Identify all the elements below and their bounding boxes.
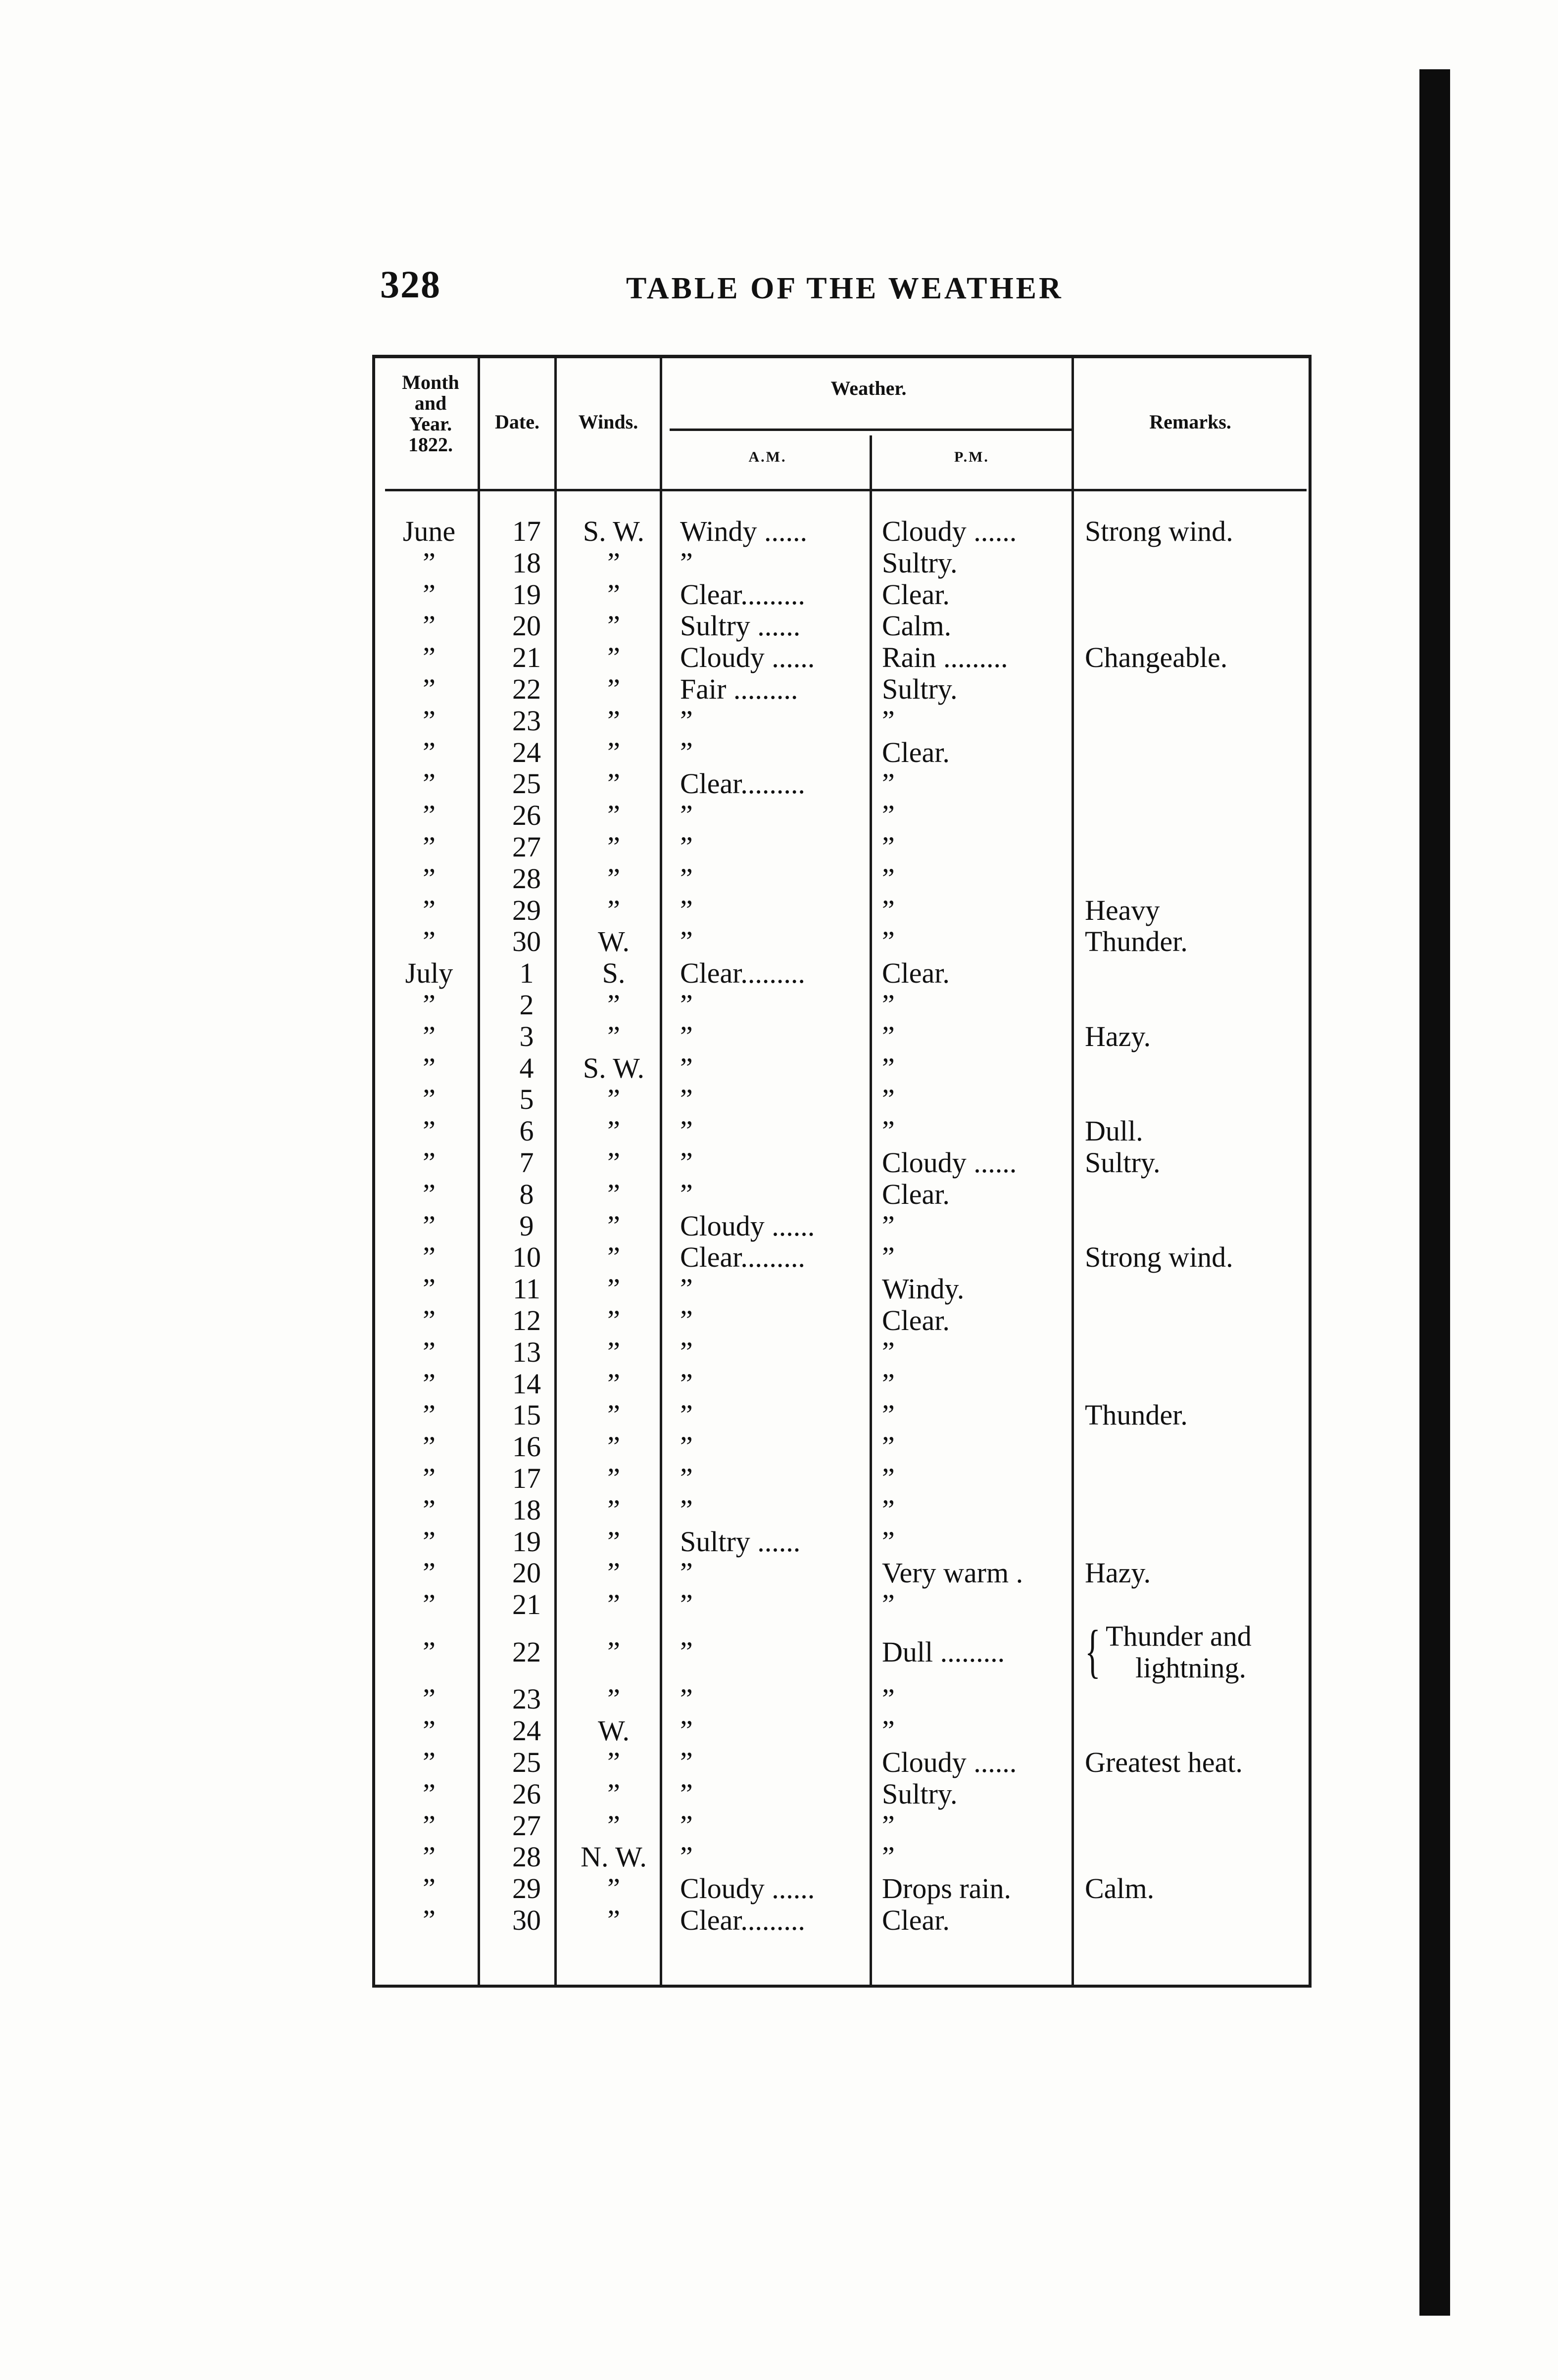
date-cell: 17 xyxy=(512,1462,541,1494)
wind-cell: ” xyxy=(607,1746,620,1779)
pm-weather-cell: ” xyxy=(882,704,895,737)
month-cell: ” xyxy=(423,1746,436,1779)
date-cell: 6 xyxy=(519,1115,534,1147)
pm-weather-cell: Dull ......... xyxy=(882,1635,1005,1668)
table-row xyxy=(377,1526,1307,1558)
pm-weather-cell: ” xyxy=(882,862,895,895)
pm-weather-cell: ” xyxy=(882,1367,895,1400)
am-weather-cell: ” xyxy=(680,1399,693,1431)
header-bottom-rule xyxy=(385,489,1307,491)
table-row xyxy=(377,737,1307,768)
am-weather-cell: Cloudy ...... xyxy=(680,1872,815,1905)
am-weather-cell: ” xyxy=(680,1809,693,1842)
pm-weather-cell: Cloudy ...... xyxy=(882,1746,1017,1779)
month-cell: ” xyxy=(423,736,436,768)
wind-cell: ” xyxy=(607,610,620,642)
remarks-cell: Greatest heat. xyxy=(1085,1746,1243,1779)
month-cell: July xyxy=(405,957,453,990)
pm-weather-cell: Clear. xyxy=(882,1904,950,1937)
wind-cell: ” xyxy=(607,1273,620,1305)
pm-weather-cell: Clear. xyxy=(882,1304,950,1336)
remarks-cell: Hazy. xyxy=(1085,1020,1151,1052)
table-row xyxy=(377,768,1307,800)
wind-cell: W. xyxy=(598,925,630,958)
wind-cell: ” xyxy=(607,1399,620,1431)
wind-cell: ” xyxy=(607,1525,620,1558)
am-weather-cell: ” xyxy=(680,546,693,579)
table-row xyxy=(377,1336,1307,1368)
am-weather-cell: ” xyxy=(680,1777,693,1810)
wind-cell: ” xyxy=(607,704,620,737)
remarks-cell: Thunder. xyxy=(1085,1399,1188,1431)
month-cell: ” xyxy=(423,1273,436,1305)
am-weather-cell: ” xyxy=(680,704,693,737)
date-cell: 19 xyxy=(512,1525,541,1558)
table-row xyxy=(377,1904,1307,1936)
wind-cell: ” xyxy=(607,578,620,611)
date-cell: 18 xyxy=(512,1493,541,1526)
am-weather-cell: ” xyxy=(680,1273,693,1305)
month-cell: ” xyxy=(423,546,436,579)
column-header-am: A.M. xyxy=(748,449,787,465)
pm-weather-cell: ” xyxy=(882,1493,895,1526)
month-cell: ” xyxy=(423,1635,436,1668)
am-weather-cell: ” xyxy=(680,1493,693,1526)
month-cell: ” xyxy=(423,1462,436,1494)
pm-weather-cell: ” xyxy=(882,830,895,863)
remarks-cell: Thunder. xyxy=(1085,925,1188,958)
pm-weather-cell: Very warm . xyxy=(882,1557,1023,1589)
curly-brace: { xyxy=(1085,1618,1101,1684)
pm-weather-cell: ” xyxy=(882,988,895,1021)
date-cell: 25 xyxy=(512,767,541,800)
column-header-pm: P.M. xyxy=(954,449,989,465)
table-row xyxy=(377,1147,1307,1179)
pm-weather-cell: ” xyxy=(882,1241,895,1274)
date-cell: 22 xyxy=(512,1635,541,1668)
pm-weather-cell: ” xyxy=(882,1714,895,1747)
month-cell: ” xyxy=(423,1493,436,1526)
am-weather-cell: Clear......... xyxy=(680,957,805,990)
date-cell: 27 xyxy=(512,1809,541,1842)
wind-cell: ” xyxy=(607,1209,620,1242)
am-weather-cell: Fair ......... xyxy=(680,672,798,705)
pm-weather-cell: Cloudy ...... xyxy=(882,515,1017,547)
wind-cell: ” xyxy=(607,830,620,863)
table-row xyxy=(377,1747,1307,1778)
pm-weather-cell: ” xyxy=(882,1020,895,1052)
date-cell: 29 xyxy=(512,1872,541,1905)
month-cell: ” xyxy=(423,1588,436,1621)
month-cell: ” xyxy=(423,1777,436,1810)
date-cell: 2 xyxy=(519,988,534,1021)
pm-weather-cell: ” xyxy=(882,1335,895,1368)
table-row xyxy=(377,1084,1307,1115)
wind-cell: ” xyxy=(607,1557,620,1589)
wind-cell: S. xyxy=(602,957,626,990)
wind-cell: ” xyxy=(607,1904,620,1937)
weather-table-body xyxy=(377,516,1307,1936)
pm-weather-cell: ” xyxy=(882,1115,895,1147)
wind-cell: ” xyxy=(607,641,620,674)
month-cell: ” xyxy=(423,1399,436,1431)
am-weather-cell: Sultry ...... xyxy=(680,610,801,642)
remarks-cell: Sultry. xyxy=(1085,1146,1161,1179)
wind-cell: ” xyxy=(607,1335,620,1368)
pm-weather-cell: Sultry. xyxy=(882,672,958,705)
am-weather-cell: ” xyxy=(680,1051,693,1084)
wind-cell: ” xyxy=(607,1872,620,1905)
month-cell: ” xyxy=(423,672,436,705)
am-weather-cell: Clear......... xyxy=(680,578,805,611)
table-row xyxy=(377,1589,1307,1620)
date-cell: 4 xyxy=(519,1051,534,1084)
date-cell: 5 xyxy=(519,1083,534,1116)
am-weather-cell: Clear......... xyxy=(680,767,805,800)
date-cell: 9 xyxy=(519,1209,534,1242)
month-cell: ” xyxy=(423,1146,436,1179)
am-weather-cell: ” xyxy=(680,894,693,926)
date-cell: 13 xyxy=(512,1335,541,1368)
date-cell: 26 xyxy=(512,799,541,832)
remarks-line: lightning. xyxy=(1135,1651,1246,1684)
table-row xyxy=(377,705,1307,737)
am-weather-cell: ” xyxy=(680,988,693,1021)
wind-cell: ” xyxy=(607,1241,620,1274)
month-cell: ” xyxy=(423,1020,436,1052)
am-weather-cell: ” xyxy=(680,736,693,768)
wind-cell: ” xyxy=(607,1304,620,1336)
month-cell: ” xyxy=(423,1525,436,1558)
month-cell: ” xyxy=(423,1841,436,1873)
table-row xyxy=(377,800,1307,831)
date-cell: 14 xyxy=(512,1367,541,1400)
wind-cell: ” xyxy=(607,1462,620,1494)
table-row xyxy=(377,1620,1307,1684)
remarks-cell: Changeable. xyxy=(1085,641,1228,674)
date-cell: 30 xyxy=(512,925,541,958)
month-cell: ” xyxy=(423,1557,436,1589)
pm-weather-cell: Sultry. xyxy=(882,1777,958,1810)
table-row xyxy=(377,1241,1307,1273)
column-header-month: Month and Year. 1822. xyxy=(402,371,459,456)
month-cell: ” xyxy=(423,1367,436,1400)
month-cell: ” xyxy=(423,830,436,863)
pm-weather-cell: ” xyxy=(882,1051,895,1084)
wind-cell: ” xyxy=(607,767,620,800)
date-cell: 22 xyxy=(512,672,541,705)
pm-weather-cell: ” xyxy=(882,767,895,800)
pm-weather-cell: Clear. xyxy=(882,957,950,990)
month-cell: ” xyxy=(423,1304,436,1336)
am-weather-cell: ” xyxy=(680,1462,693,1494)
wind-cell: ” xyxy=(607,1809,620,1842)
month-cell: ” xyxy=(423,862,436,895)
table-row xyxy=(377,1841,1307,1873)
pm-weather-cell: Clear. xyxy=(882,1178,950,1210)
page-edge-shadow xyxy=(1419,69,1450,2316)
wind-cell: ” xyxy=(607,1430,620,1463)
wind-cell: W. xyxy=(598,1714,630,1747)
pm-weather-cell: ” xyxy=(882,1430,895,1463)
table-row xyxy=(377,673,1307,705)
am-weather-cell: ” xyxy=(680,1367,693,1400)
month-cell: ” xyxy=(423,925,436,958)
wind-cell: ” xyxy=(607,1115,620,1147)
table-row xyxy=(377,1368,1307,1400)
wind-cell: N. W. xyxy=(581,1841,647,1873)
pm-weather-cell: Sultry. xyxy=(882,546,958,579)
date-cell: 30 xyxy=(512,1904,541,1937)
month-cell: ” xyxy=(423,1904,436,1937)
am-weather-cell: ” xyxy=(680,1430,693,1463)
month-cell: ” xyxy=(423,1335,436,1368)
am-weather-cell: ” xyxy=(680,1746,693,1779)
month-cell: ” xyxy=(423,1178,436,1210)
month-cell: ” xyxy=(423,704,436,737)
date-cell: 15 xyxy=(512,1399,541,1431)
wind-cell: ” xyxy=(607,799,620,832)
wind-cell: S. W. xyxy=(583,1051,645,1084)
table-row xyxy=(377,926,1307,957)
table-row xyxy=(377,863,1307,895)
am-weather-cell: ” xyxy=(680,1020,693,1052)
wind-cell: ” xyxy=(607,672,620,705)
month-cell: ” xyxy=(423,767,436,800)
month-cell: ” xyxy=(423,799,436,832)
am-weather-cell: Cloudy ...... xyxy=(680,1209,815,1242)
am-weather-cell: Windy ...... xyxy=(680,515,808,547)
pm-weather-cell: Calm. xyxy=(882,610,952,642)
am-weather-cell: Cloudy ...... xyxy=(680,641,815,674)
month-cell: ” xyxy=(423,1241,436,1274)
am-weather-cell: ” xyxy=(680,1335,693,1368)
date-cell: 10 xyxy=(512,1241,541,1274)
table-row xyxy=(377,1463,1307,1494)
month-cell: ” xyxy=(423,641,436,674)
am-weather-cell: ” xyxy=(680,1083,693,1116)
remarks-multiline xyxy=(1106,1620,1252,1684)
date-cell: 16 xyxy=(512,1430,541,1463)
month-cell: ” xyxy=(423,1714,436,1747)
remarks-cell: Calm. xyxy=(1085,1872,1155,1905)
table-row xyxy=(377,1115,1307,1147)
am-weather-cell: ” xyxy=(680,1588,693,1621)
table-row xyxy=(377,1052,1307,1084)
table-row xyxy=(377,1273,1307,1305)
table-row xyxy=(377,1494,1307,1526)
month-cell: ” xyxy=(423,988,436,1021)
pm-weather-cell: ” xyxy=(882,1209,895,1242)
date-cell: 23 xyxy=(512,1683,541,1715)
wind-cell: ” xyxy=(607,1178,620,1210)
date-cell: 7 xyxy=(519,1146,534,1179)
am-weather-cell: ” xyxy=(680,1115,693,1147)
am-weather-cell: ” xyxy=(680,925,693,958)
pm-weather-cell: Drops rain. xyxy=(882,1872,1011,1905)
date-cell: 29 xyxy=(512,894,541,926)
table-row xyxy=(377,1778,1307,1810)
pm-weather-cell: ” xyxy=(882,1462,895,1494)
wind-cell: S. W. xyxy=(583,515,645,547)
pm-weather-cell: ” xyxy=(882,925,895,958)
wind-cell: ” xyxy=(607,1367,620,1400)
am-weather-cell: ” xyxy=(680,1714,693,1747)
month-cell: ” xyxy=(423,1809,436,1842)
wind-cell: ” xyxy=(607,546,620,579)
table-row xyxy=(377,1305,1307,1336)
month-cell: ” xyxy=(423,610,436,642)
table-row xyxy=(377,610,1307,642)
month-cell: ” xyxy=(423,1051,436,1084)
wind-cell: ” xyxy=(607,1683,620,1715)
am-weather-cell: ” xyxy=(680,830,693,863)
table-row xyxy=(377,1715,1307,1747)
table-row xyxy=(377,1399,1307,1431)
wind-cell: ” xyxy=(607,862,620,895)
table-row xyxy=(377,1873,1307,1904)
table-row xyxy=(377,1021,1307,1052)
column-header-weather: Weather. xyxy=(830,377,907,399)
remarks-cell: Heavy xyxy=(1085,894,1160,926)
date-cell: 19 xyxy=(512,578,541,611)
page-title: TABLE OF THE WEATHER xyxy=(626,272,1064,305)
date-cell: 11 xyxy=(513,1273,540,1305)
month-cell: ” xyxy=(423,1430,436,1463)
remarks-cell: Strong wind. xyxy=(1085,1241,1233,1274)
pm-weather-cell: ” xyxy=(882,1525,895,1558)
am-weather-cell: ” xyxy=(680,1557,693,1589)
table-row xyxy=(377,579,1307,611)
wind-cell: ” xyxy=(607,1493,620,1526)
date-cell: 1 xyxy=(519,957,534,990)
wind-cell: ” xyxy=(607,1146,620,1179)
pm-weather-cell: ” xyxy=(882,894,895,926)
table-row xyxy=(377,1179,1307,1210)
date-cell: 8 xyxy=(519,1178,534,1210)
table-row xyxy=(377,1810,1307,1842)
date-cell: 28 xyxy=(512,862,541,895)
am-weather-cell: Clear......... xyxy=(680,1904,805,1937)
remarks-cell: Dull. xyxy=(1085,1115,1143,1147)
wind-cell: ” xyxy=(607,894,620,926)
am-weather-cell: ” xyxy=(680,1683,693,1715)
am-weather-cell: ” xyxy=(680,862,693,895)
date-cell: 28 xyxy=(512,1841,541,1873)
pm-weather-cell: ” xyxy=(882,1683,895,1715)
date-cell: 20 xyxy=(512,610,541,642)
pm-weather-cell: ” xyxy=(882,799,895,832)
wind-cell: ” xyxy=(607,1020,620,1052)
date-cell: 25 xyxy=(512,1746,541,1779)
table-row xyxy=(377,547,1307,579)
table-row xyxy=(377,516,1307,547)
date-cell: 3 xyxy=(519,1020,534,1052)
date-cell: 26 xyxy=(512,1777,541,1810)
date-cell: 27 xyxy=(512,830,541,863)
date-cell: 12 xyxy=(512,1304,541,1336)
table-row xyxy=(377,1210,1307,1242)
month-cell: ” xyxy=(423,1115,436,1147)
date-cell: 24 xyxy=(512,1714,541,1747)
weather-subheader-rule xyxy=(670,428,1071,431)
month-cell: June xyxy=(402,515,456,547)
month-cell: ” xyxy=(423,1872,436,1905)
column-header-winds: Winds. xyxy=(578,411,638,433)
am-weather-cell: Sultry ...... xyxy=(680,1525,801,1558)
date-cell: 20 xyxy=(512,1557,541,1589)
pm-weather-cell: ” xyxy=(882,1083,895,1116)
am-weather-cell: ” xyxy=(680,1178,693,1210)
date-cell: 17 xyxy=(512,515,541,547)
wind-cell: ” xyxy=(607,1635,620,1668)
month-cell: ” xyxy=(423,1209,436,1242)
pm-weather-cell: ” xyxy=(882,1588,895,1621)
table-row xyxy=(377,989,1307,1021)
pm-weather-cell: Cloudy ...... xyxy=(882,1146,1017,1179)
wind-cell: ” xyxy=(607,1777,620,1810)
wind-cell: ” xyxy=(607,1588,620,1621)
remarks-cell: Hazy. xyxy=(1085,1557,1151,1589)
pm-weather-cell: Clear. xyxy=(882,578,950,611)
am-weather-cell: ” xyxy=(680,1146,693,1179)
table-row xyxy=(377,1557,1307,1589)
table-row xyxy=(377,1431,1307,1463)
date-cell: 21 xyxy=(512,641,541,674)
pm-weather-cell: ” xyxy=(882,1809,895,1842)
table-row xyxy=(377,831,1307,863)
date-cell: 24 xyxy=(512,736,541,768)
remarks-line: Thunder and xyxy=(1106,1619,1252,1652)
pm-weather-cell: Clear. xyxy=(882,736,950,768)
am-weather-cell: Clear......... xyxy=(680,1241,805,1274)
am-weather-cell: ” xyxy=(680,799,693,832)
page-number: 328 xyxy=(380,263,441,306)
pm-weather-cell: Windy. xyxy=(882,1273,965,1305)
am-weather-cell: ” xyxy=(680,1304,693,1336)
am-weather-cell: ” xyxy=(680,1841,693,1873)
column-header-date: Date. xyxy=(495,411,539,433)
pm-weather-cell: Rain ......... xyxy=(882,641,1008,674)
table-row xyxy=(377,957,1307,989)
table-row xyxy=(377,895,1307,926)
month-cell: ” xyxy=(423,1683,436,1715)
wind-cell: ” xyxy=(607,988,620,1021)
table-row xyxy=(377,642,1307,673)
date-cell: 23 xyxy=(512,704,541,737)
wind-cell: ” xyxy=(607,736,620,768)
month-cell: ” xyxy=(423,578,436,611)
date-cell: 18 xyxy=(512,546,541,579)
table-row xyxy=(377,1683,1307,1715)
month-cell: ” xyxy=(423,1083,436,1116)
date-cell: 21 xyxy=(512,1588,541,1621)
wind-cell: ” xyxy=(607,1083,620,1116)
pm-weather-cell: ” xyxy=(882,1841,895,1873)
month-cell: ” xyxy=(423,894,436,926)
am-weather-cell: ” xyxy=(680,1635,693,1668)
column-header-remarks: Remarks. xyxy=(1149,411,1231,433)
remarks-cell: Strong wind. xyxy=(1085,515,1233,547)
pm-weather-cell: ” xyxy=(882,1399,895,1431)
